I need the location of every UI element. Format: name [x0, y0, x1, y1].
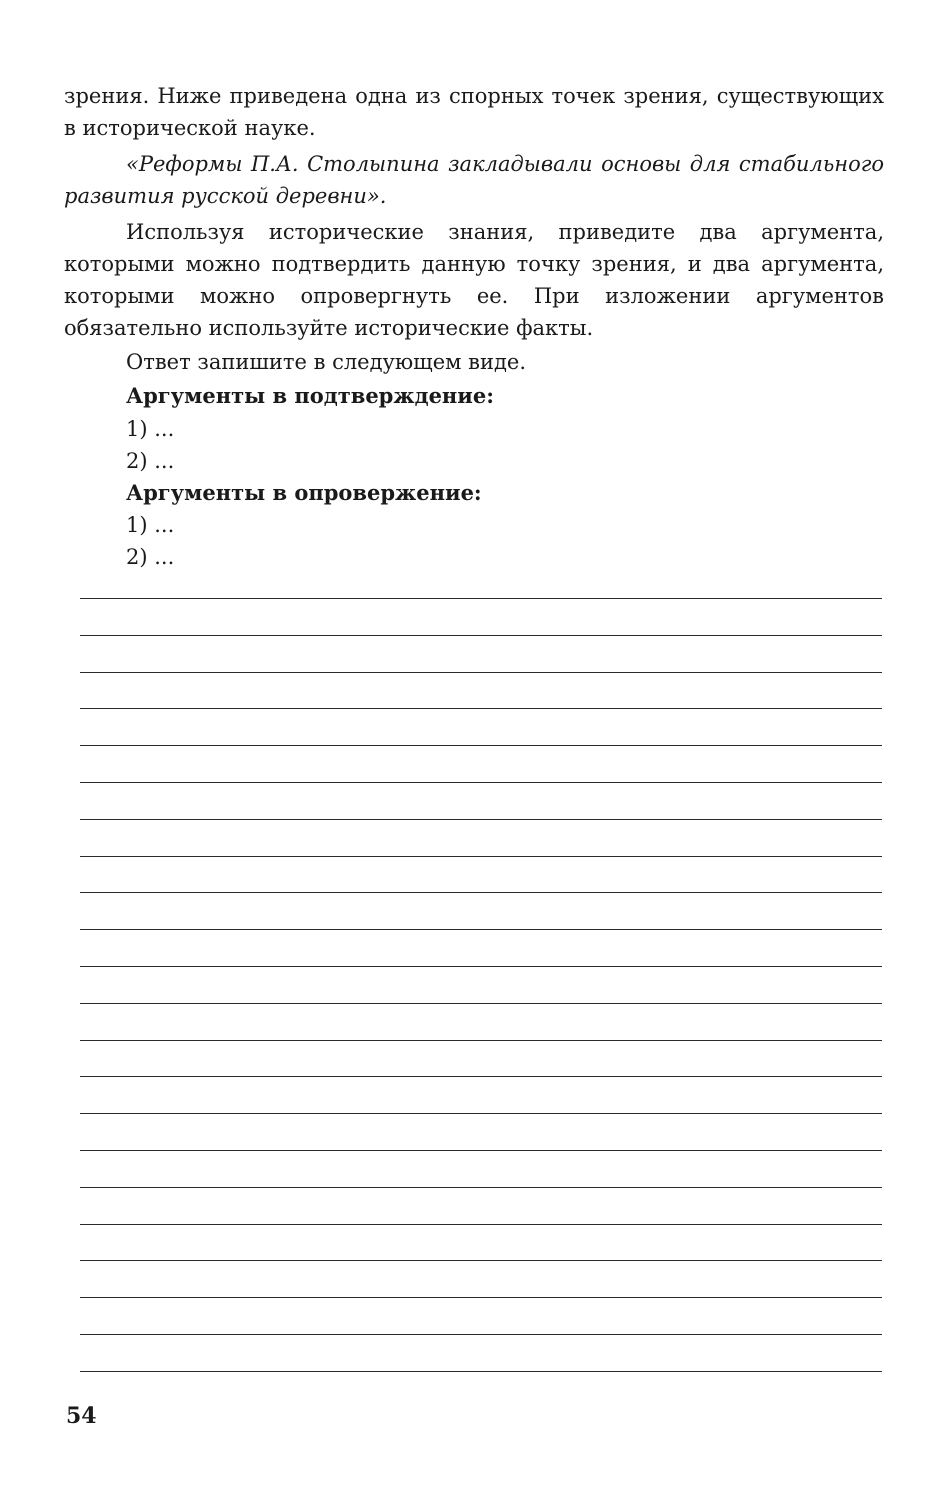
answer-line[interactable]: [80, 929, 882, 930]
answer-line[interactable]: [80, 1003, 882, 1004]
answer-line[interactable]: [80, 892, 882, 893]
page-number: 54: [66, 1403, 97, 1429]
answer-line[interactable]: [80, 708, 882, 709]
answer-line[interactable]: [80, 856, 882, 857]
answer-line[interactable]: [80, 1260, 882, 1261]
answer-line[interactable]: [80, 1297, 882, 1298]
answer-line[interactable]: [80, 1113, 882, 1114]
answer-line[interactable]: [80, 745, 882, 746]
task-paragraph: Используя исторические знания, приведите два аргумента, которыми можно подтвердить данную точку зрения, и два аргумента, которыми можно опровергнуть ее. При изложении аргументов обязательно используйте исторические факты.: [64, 220, 884, 340]
answer-line[interactable]: [80, 1150, 882, 1151]
confirm-item: 2) ...: [126, 449, 175, 473]
confirm-heading: Аргументы в подтверждение:: [126, 383, 494, 408]
answer-line[interactable]: [80, 1371, 882, 1372]
answer-line[interactable]: [80, 1187, 882, 1188]
quote-paragraph: «Реформы П.А. Столыпина закладывали основы для стабильного развития русской деревни».: [64, 152, 884, 208]
answer-line[interactable]: [80, 782, 882, 783]
refute-item: 2) ...: [126, 545, 175, 569]
answer-line[interactable]: [80, 635, 882, 636]
refute-item: 1) ...: [126, 513, 175, 537]
refute-heading: Аргументы в опровержение:: [126, 480, 482, 505]
answer-line[interactable]: [80, 1076, 882, 1077]
answer-line[interactable]: [80, 598, 882, 599]
intro-paragraph: зрения. Ниже приведена одна из спорных точек зрения, существующих в исторической науке.: [64, 84, 884, 140]
answer-line[interactable]: [80, 966, 882, 967]
answer-line[interactable]: [80, 1040, 882, 1041]
answer-line[interactable]: [80, 819, 882, 820]
answer-line[interactable]: [80, 1334, 882, 1335]
confirm-item: 1) ...: [126, 417, 175, 441]
answer-line[interactable]: [80, 1224, 882, 1225]
answer-line[interactable]: [80, 672, 882, 673]
answer-format-instruction: Ответ запишите в следующем виде.: [126, 350, 526, 374]
